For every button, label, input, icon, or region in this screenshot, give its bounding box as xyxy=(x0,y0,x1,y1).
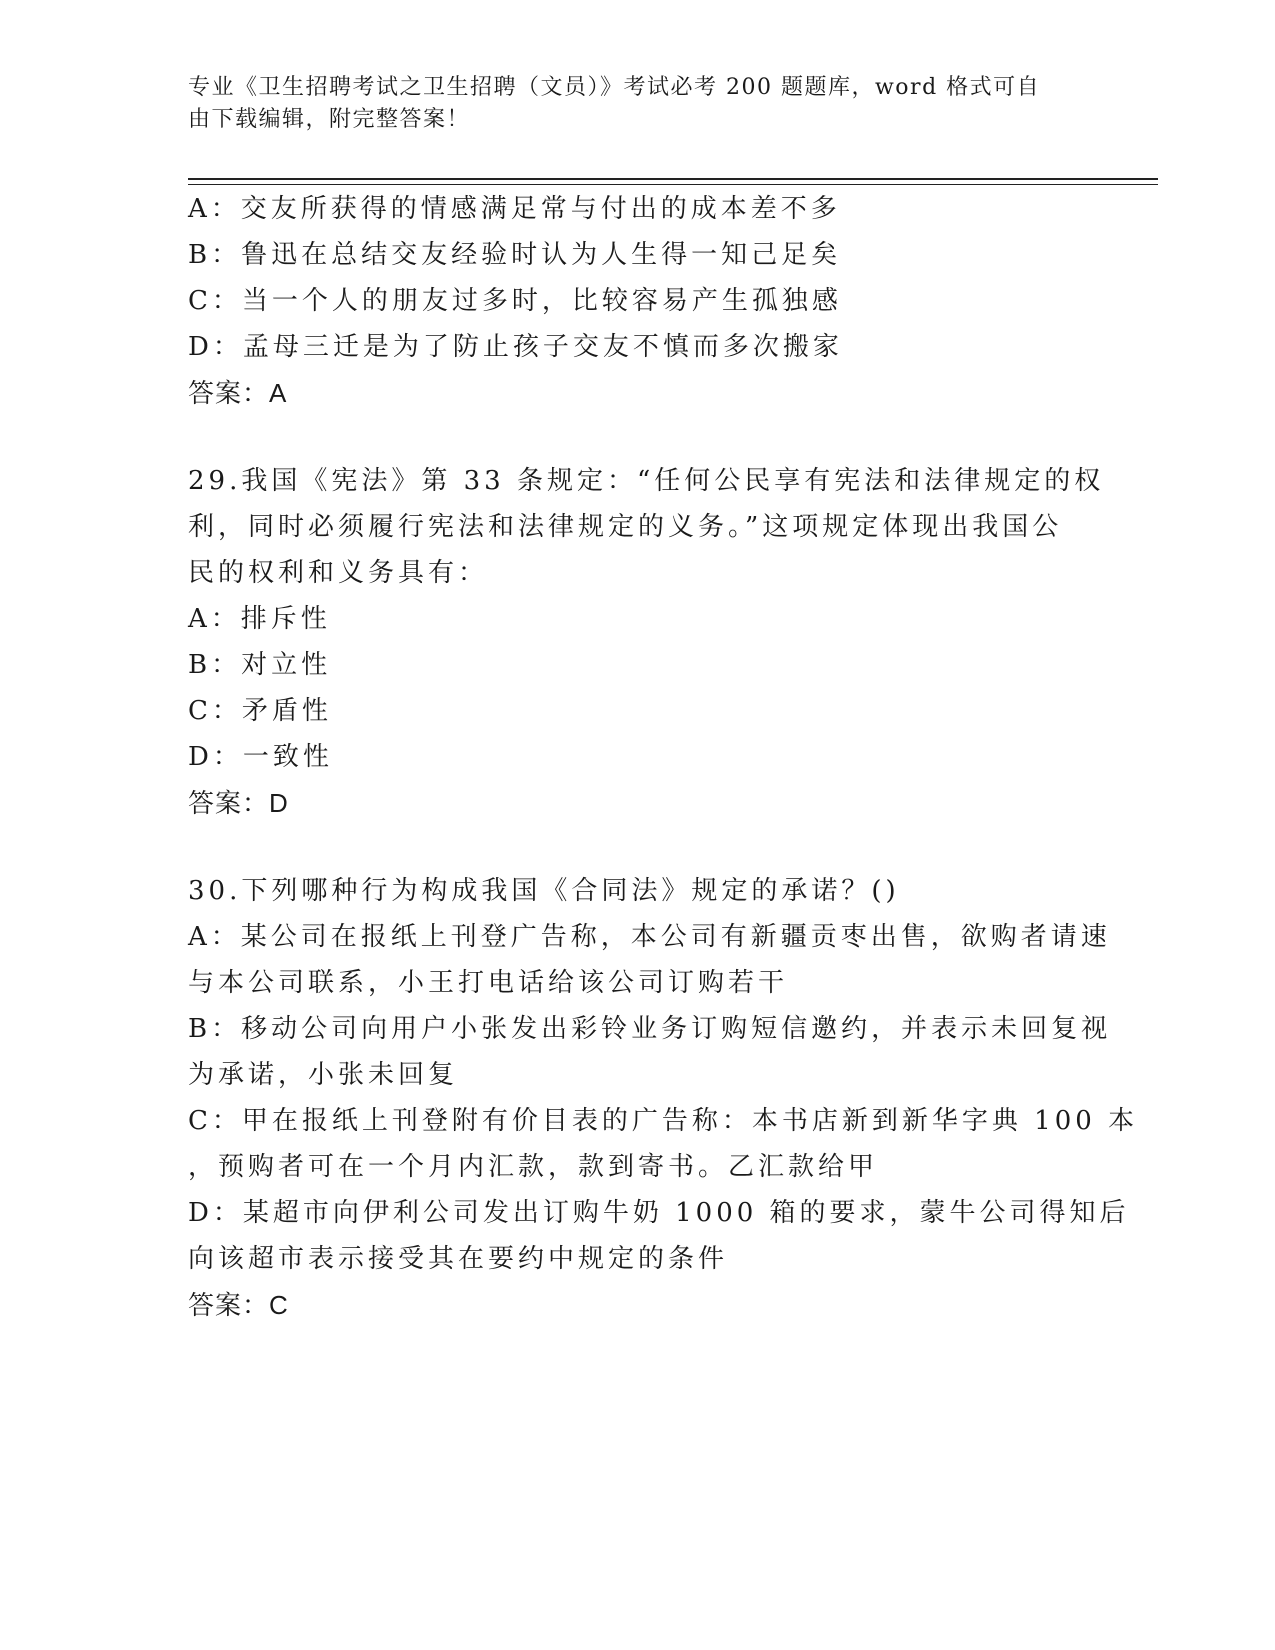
spacer xyxy=(188,416,1088,458)
q29-option-d: D：一致性 xyxy=(188,742,333,772)
q28-answer: 答案：A xyxy=(188,378,288,408)
q30-stem-line-1: 30.下列哪种行为构成我国《合同法》规定的承诺？() xyxy=(188,876,900,906)
q29-answer: 答案：D xyxy=(188,788,289,818)
question-list xyxy=(188,186,1139,1328)
q30-option-d-line-2: 向该超市表示接受其在要约中规定的条件 xyxy=(188,1244,729,1274)
spacer xyxy=(188,826,1088,868)
q28-option-b: B：鲁迅在总结交友经验时认为人生得一知己足矣 xyxy=(188,240,842,270)
q30-answer: 答案：C xyxy=(188,1290,289,1320)
document-header xyxy=(188,72,1068,136)
q29-option-a: A：排斥性 xyxy=(188,604,331,634)
q30-option-a-line-2: 与本公司联系，小王打电话给该公司订购若干 xyxy=(188,968,789,998)
header-line-1: 专业《卫生招聘考试之卫生招聘（文员）》考试必考 200 题题库，word 格式可自 xyxy=(188,75,1041,100)
header-line-2: 由下载编辑，附完整答案！ xyxy=(188,107,471,132)
q30-option-b-line-1: B：移动公司向用户小张发出彩铃业务订购短信邀约，并表示未回复视 xyxy=(188,1014,1112,1044)
header-divider-thin xyxy=(188,184,1158,185)
q30-option-b-line-2: 为承诺，小张未回复 xyxy=(188,1060,459,1090)
question-29 xyxy=(188,458,1105,826)
q28-option-d: D：孟母三迁是为了防止孩子交友不慎而多次搬家 xyxy=(188,332,843,362)
q28-option-c: C：当一个人的朋友过多时，比较容易产生孤独感 xyxy=(188,286,842,316)
q30-option-a-line-1: A：某公司在报纸上刊登广告称，本公司有新疆贡枣出售，欲购者请速 xyxy=(188,922,1111,952)
question-28 xyxy=(188,186,1088,416)
q30-option-c-line-2: ，预购者可在一个月内汇款，款到寄书。乙汇款给甲 xyxy=(188,1152,879,1182)
q29-stem-line-2: 利，同时必须履行宪法和法律规定的义务。”这项规定体现出我国公 xyxy=(188,512,1063,542)
q28-option-a: A：交友所获得的情感满足常与付出的成本差不多 xyxy=(188,194,841,224)
q29-option-c: C：矛盾性 xyxy=(188,696,332,726)
q29-stem-line-1: 29.我国《宪法》第 33 条规定：“任何公民享有宪法和法律规定的权 xyxy=(188,466,1105,496)
q30-option-c-line-1: C：甲在报纸上刊登附有价目表的广告称：本书店新到新华字典 100 本 xyxy=(188,1106,1139,1136)
q30-option-d-line-1: D：某超市向伊利公司发出订购牛奶 1000 箱的要求，蒙牛公司得知后 xyxy=(188,1198,1130,1228)
q29-option-b: B：对立性 xyxy=(188,650,332,680)
question-30 xyxy=(188,868,1139,1328)
q29-stem-line-3: 民的权利和义务具有： xyxy=(188,558,489,588)
header-divider-thick xyxy=(188,178,1158,180)
